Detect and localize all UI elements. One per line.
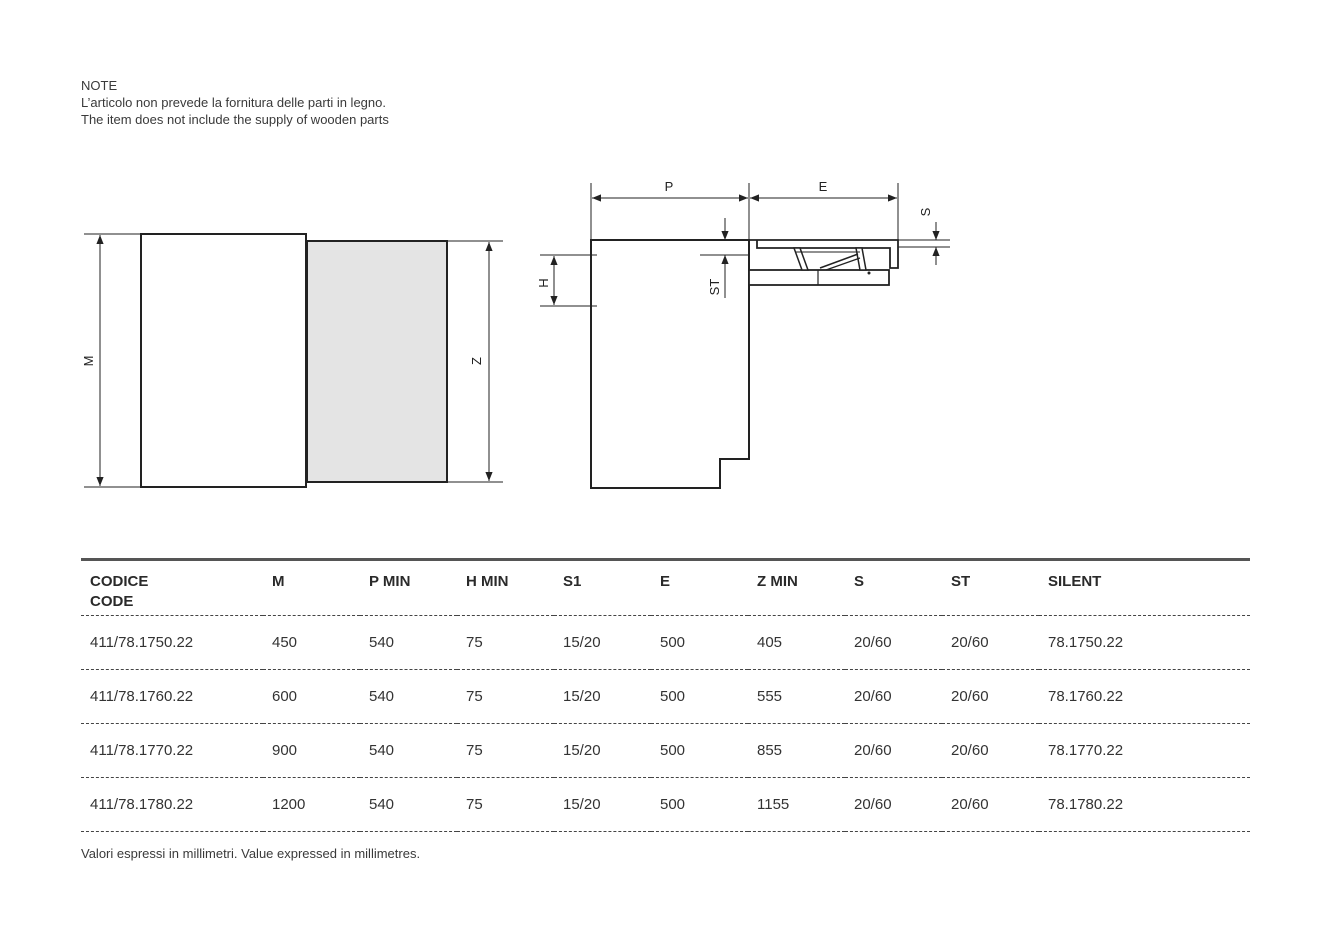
cell-s1: 15/20 <box>554 778 651 832</box>
note-italian: L’articolo non prevede la fornitura delle parti in legno. <box>81 95 386 110</box>
note-english: The item does not include the supply of wooden parts <box>81 112 389 127</box>
mechanism-pin <box>868 272 871 275</box>
header-m: M <box>263 560 360 616</box>
cell-e: 500 <box>651 724 748 778</box>
cell-p-min: 540 <box>360 724 457 778</box>
cell-code: 411/78.1770.22 <box>81 724 263 778</box>
table-row <box>81 616 1250 670</box>
cell-p-min: 540 <box>360 670 457 724</box>
table-row <box>81 778 1250 832</box>
cell-m: 1200 <box>263 778 360 832</box>
header-code: CODICE CODE <box>81 560 263 616</box>
cell-code: 411/78.1760.22 <box>81 670 263 724</box>
header-e: E <box>651 560 748 616</box>
cell-p-min: 540 <box>360 778 457 832</box>
cell-silent: 78.1780.22 <box>1039 778 1250 832</box>
table-header-row <box>81 560 1250 616</box>
table-row <box>81 724 1250 778</box>
front-panel <box>141 234 306 487</box>
cell-silent: 78.1750.22 <box>1039 616 1250 670</box>
cell-h-min: 75 <box>457 778 554 832</box>
header-s1: S1 <box>554 560 651 616</box>
cell-s1: 15/20 <box>554 670 651 724</box>
header-h-min: H MIN <box>457 560 554 616</box>
cell-z-min: 405 <box>748 616 845 670</box>
cell-h-min: 75 <box>457 670 554 724</box>
cell-m: 600 <box>263 670 360 724</box>
label-p: P <box>664 179 674 194</box>
header-st: ST <box>942 560 1039 616</box>
label-h: H <box>536 278 551 288</box>
cell-s: 20/60 <box>845 616 942 670</box>
cell-m: 450 <box>263 616 360 670</box>
spec-table <box>81 558 1250 832</box>
header-silent: SILENT <box>1039 560 1250 616</box>
header-z-min: Z MIN <box>748 560 845 616</box>
label-z: Z <box>469 357 484 365</box>
note-title: NOTE <box>81 78 118 93</box>
cell-e: 500 <box>651 670 748 724</box>
cell-s: 20/60 <box>845 724 942 778</box>
cell-z-min: 555 <box>748 670 845 724</box>
side-view <box>536 179 950 488</box>
footnote: Valori espressi in millimetri. Value expressed in millimetres. <box>81 846 421 861</box>
label-m: M <box>81 355 96 367</box>
header-code-sub: CODE <box>90 593 134 610</box>
cell-s1: 15/20 <box>554 616 651 670</box>
header-p-min: P MIN <box>360 560 457 616</box>
front-view <box>81 234 503 487</box>
cell-s: 20/60 <box>845 778 942 832</box>
cell-st: 20/60 <box>942 724 1039 778</box>
basket-top-rail <box>749 240 898 268</box>
label-e: E <box>818 179 828 194</box>
cell-h-min: 75 <box>457 724 554 778</box>
label-st: ST <box>707 278 722 296</box>
cell-p-min: 540 <box>360 616 457 670</box>
header-s: S <box>845 560 942 616</box>
cell-silent: 78.1760.22 <box>1039 670 1250 724</box>
cell-e: 500 <box>651 778 748 832</box>
cell-code: 411/78.1780.22 <box>81 778 263 832</box>
cell-code: 411/78.1750.22 <box>81 616 263 670</box>
cell-s: 20/60 <box>845 670 942 724</box>
cell-st: 20/60 <box>942 616 1039 670</box>
cell-m: 900 <box>263 724 360 778</box>
cell-z-min: 855 <box>748 724 845 778</box>
table-row <box>81 670 1250 724</box>
label-s: S <box>918 207 933 217</box>
cell-e: 500 <box>651 616 748 670</box>
cell-s1: 15/20 <box>554 724 651 778</box>
front-basket <box>307 241 447 482</box>
cell-st: 20/60 <box>942 670 1039 724</box>
cell-st: 20/60 <box>942 778 1039 832</box>
cell-h-min: 75 <box>457 616 554 670</box>
cell-silent: 78.1770.22 <box>1039 724 1250 778</box>
cell-z-min: 1155 <box>748 778 845 832</box>
mechanism-left <box>794 248 808 270</box>
